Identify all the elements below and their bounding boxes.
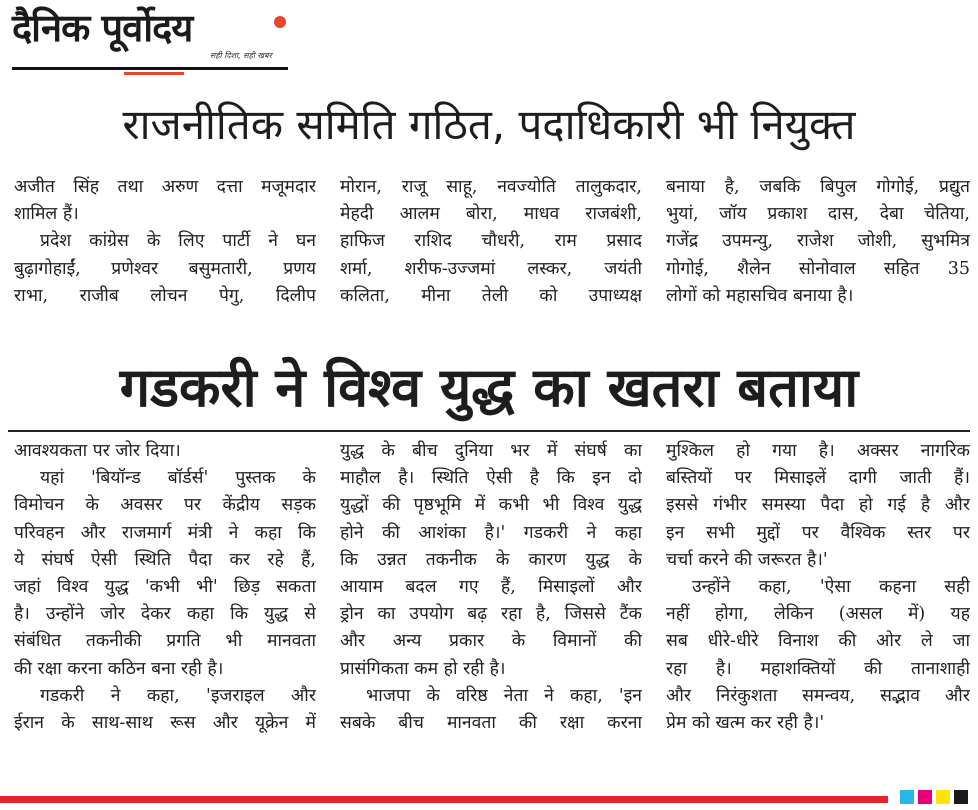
article-line: जहां विश्व युद्ध 'कभी भी' छिड़ सकता	[14, 577, 316, 598]
article-line: नहीं होगा, लेकिन (असल में) यह	[666, 604, 970, 625]
article-line: बुढ़ागोहाईं, प्रणेश्वर बसुमतारी, प्रणय	[14, 258, 316, 279]
article-line: उन्होंने कहा, 'ऐसा कहना सही	[692, 577, 970, 598]
article-line: गजेंद्र उपमन्यु, राजेश जोशी, सुभमित्र	[666, 231, 970, 252]
footer-red-bar	[0, 796, 888, 803]
article-line: प्रदेश कांग्रेस के लिए पार्टी ने घन	[40, 231, 316, 252]
article-line: भुयां, जॉय प्रकाश दास, देबा चेतिया,	[666, 204, 970, 225]
story2-column-2	[340, 438, 642, 737]
tagline: सही दिशा, सही खबर	[210, 51, 272, 60]
article-line: युद्धों की पृष्ठभूमि में कभी भी विश्व युद्ध	[340, 495, 642, 516]
article-line: लोगों को महासचिव बनाया है।	[666, 285, 854, 306]
cyan-registration-mark	[900, 790, 914, 804]
article-line: सब धीरे-धीरे विनाश की ओर ले जा	[666, 631, 970, 652]
article-line: की रक्षा करना कठिन बना रही है।	[14, 658, 224, 679]
article-line: आवश्यकता पर जोर दिया।	[14, 441, 181, 461]
article-line: संबंधित तकनीकी प्रगति भी मानवता	[14, 631, 316, 652]
article-line: भाजपा के वरिष्ठ नेता ने कहा, 'इन	[366, 685, 642, 706]
article-line: हाफिज राशिद चौधरी, राम प्रसाद	[340, 231, 642, 252]
article-line: होने की आशंका है।' गडकरी ने कहा	[340, 522, 642, 543]
article-line: गडकरी ने कहा, 'इजराइल और	[40, 685, 316, 706]
article-line: मुश्किल हो गया है। अक्सर नागरिक	[666, 441, 970, 461]
article-line: शामिल हैं।	[14, 204, 79, 225]
masthead-rule	[12, 67, 288, 70]
magenta-registration-mark	[918, 790, 932, 804]
logo-dot-icon	[274, 16, 286, 28]
article-line: और अन्य प्रकार के विमानों की	[340, 631, 642, 652]
article-line: ड्रोन का उपयोग बढ़ रहा है, जिससे टैंक	[340, 604, 642, 625]
article-line: इन सभी मुद्दों पर वैश्विक स्तर पर	[666, 522, 970, 543]
article-line: है। उन्होंने जोर देकर कहा कि युद्ध से	[14, 604, 316, 625]
story2-column-3	[666, 438, 970, 737]
story1-column-1	[14, 174, 316, 310]
article-line: ईरान के साथ-साथ रूस और यूक्रेन में	[14, 713, 316, 734]
story2-column-1	[14, 438, 316, 737]
article-line: चर्चा करने की जरूरत है।'	[666, 549, 828, 570]
article-line: युद्ध के बीच दुनिया भर में संघर्ष का	[340, 441, 642, 461]
article-line: परिवहन और राजमार्ग मंत्री ने कहा कि	[14, 522, 316, 543]
article-line: प्रासंगिकता कम हो रही है।	[340, 658, 506, 679]
article-line: इससे गंभीर समस्या पैदा हो गई है और	[666, 495, 970, 516]
article-line: कलिता, मीना तेली को उपाध्यक्ष	[340, 285, 642, 306]
story1-headline: राजनीतिक समिति गठित, पदाधिकारी भी नियुक्त	[122, 100, 856, 149]
article-line: बनाया है, जबकि बिपुल गोगोई, प्रद्युत	[666, 177, 970, 197]
article-line: और निरंकुशता समन्वय, सद्भाव और	[666, 685, 970, 706]
article-line: माहौल है। स्थिति ऐसी है कि इन दो	[340, 468, 642, 489]
masthead	[12, 4, 292, 74]
black-registration-mark	[954, 790, 968, 804]
story2-headline: गडकरी ने विश्व युद्ध का खतरा बताया	[119, 356, 859, 419]
newspaper-logo: दैनिक पूर्वोदय	[12, 6, 193, 50]
article-line: गोगोई, शैलेन सोनोवाल सहित 35	[666, 258, 970, 279]
article-line: रहा है। महाशक्तियों की तानाशाही	[666, 658, 970, 679]
article-line: मेहदी आलम बोरा, माधव राजबंशी,	[340, 204, 642, 225]
article-line: मोरान, राजू साहू, नवज्योति तालुकदार,	[340, 177, 642, 197]
article-line: यहां 'बियॉन्ड बॉर्डर्स' पुस्तक के	[40, 468, 316, 489]
article-line: कि उन्नत तकनीक के कारण युद्ध के	[340, 549, 642, 570]
article-line: प्रेम को खत्म कर रही है।'	[666, 713, 825, 734]
masthead-accent	[124, 72, 184, 75]
article-line: ये संघर्ष ऐसी स्थिति पैदा कर रहे हैं,	[14, 549, 316, 570]
story1-column-2	[340, 174, 642, 310]
story2-rule	[8, 430, 970, 432]
article-line: शर्मा, शरीफ-उज्जमां लस्कर, जयंती	[340, 258, 642, 279]
article-line: अजीत सिंह तथा अरुण दत्ता मजूमदार	[14, 177, 316, 197]
article-line: बस्तियों पर मिसाइलें दागी जाती हैं।	[666, 468, 970, 489]
article-line: आयाम बदल गए हैं, मिसाइलों और	[340, 577, 642, 598]
story1-column-3	[666, 174, 970, 310]
article-line: विमोचन के अवसर पर केंद्रीय सड़क	[14, 495, 316, 516]
article-line: सबके बीच मानवता की रक्षा करना	[340, 713, 642, 734]
yellow-registration-mark	[936, 790, 950, 804]
article-line: राभा, राजीब लोचन पेगु, दिलीप	[14, 285, 316, 306]
